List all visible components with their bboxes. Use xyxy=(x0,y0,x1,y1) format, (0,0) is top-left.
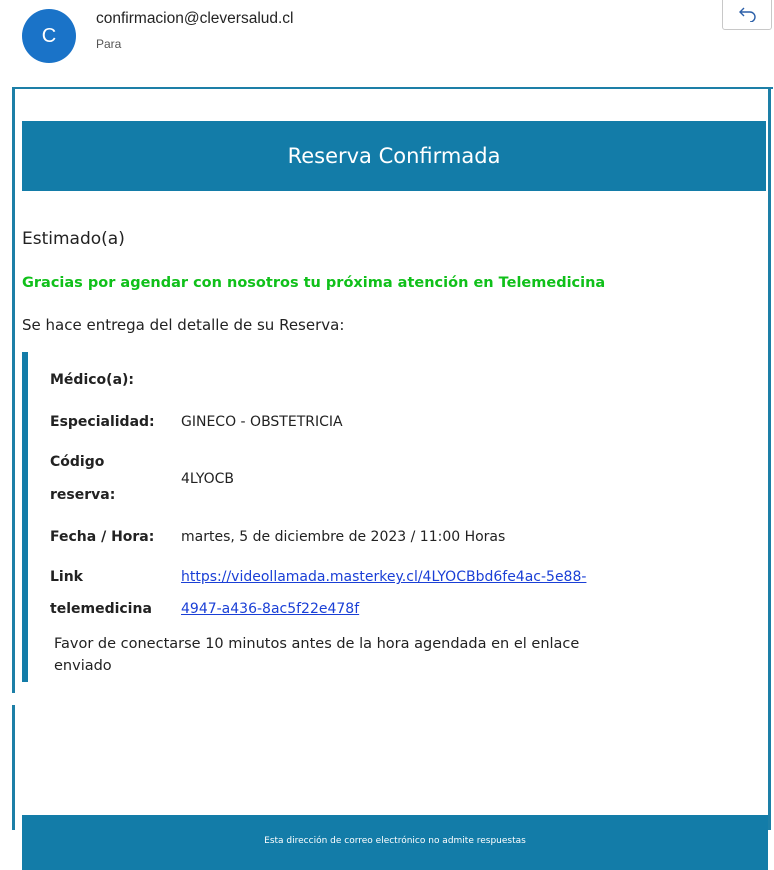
reply-button[interactable] xyxy=(722,0,772,30)
specialty-label: Especialidad: xyxy=(50,414,155,430)
greeting: Estimado(a) xyxy=(22,229,125,249)
email-frame-left-border xyxy=(12,87,15,693)
recipient-label: Para xyxy=(96,37,122,51)
sender-email[interactable]: confirmacion@cleversalud.cl xyxy=(96,10,294,27)
reply-arrow-icon xyxy=(738,6,758,22)
doctor-label: Médico(a): xyxy=(50,372,135,388)
reservation-code-label-line2: reserva: xyxy=(50,487,116,503)
thanks-message: Gracias por agendar con nosotros tu próxima atención en Telemedicina xyxy=(22,275,606,291)
reservation-code-label-line1: Código xyxy=(50,454,105,470)
telemedicine-link-label-line2: telemedicina xyxy=(50,601,152,617)
intro-text: Se hace entrega del detalle de su Reserva: xyxy=(22,316,345,334)
email-header xyxy=(0,0,774,80)
telemedicine-link-label-line1: Link xyxy=(50,569,83,585)
datetime-label: Fecha / Hora: xyxy=(50,529,155,545)
connection-note: Favor de conectarse 10 minutos antes de la hora agendada en el enlace enviado xyxy=(54,636,580,674)
email-frame-left-border-lower xyxy=(12,705,15,830)
specialty-value: GINECO - OBSTETRICIA xyxy=(181,414,343,430)
reservation-code-value: 4LYOCB xyxy=(181,471,235,487)
email-frame-right-border xyxy=(768,87,771,830)
footer-notice: Esta dirección de correo electrónico no admite respuestas xyxy=(22,815,768,870)
confirmation-banner: Reserva Confirmada xyxy=(22,121,766,191)
detail-accent-bar xyxy=(22,352,28,682)
telemedicine-link-line1[interactable]: https://videollamada.masterkey.cl/4LYOCBbd6fe4ac-5e88- xyxy=(181,569,587,585)
email-frame-top-border xyxy=(12,87,773,89)
telemedicine-link-line2[interactable]: 4947-a436-8ac5f22e478f xyxy=(181,601,360,617)
sender-avatar: C xyxy=(22,9,76,63)
datetime-value: martes, 5 de diciembre de 2023 / 11:00 Horas xyxy=(181,529,506,545)
